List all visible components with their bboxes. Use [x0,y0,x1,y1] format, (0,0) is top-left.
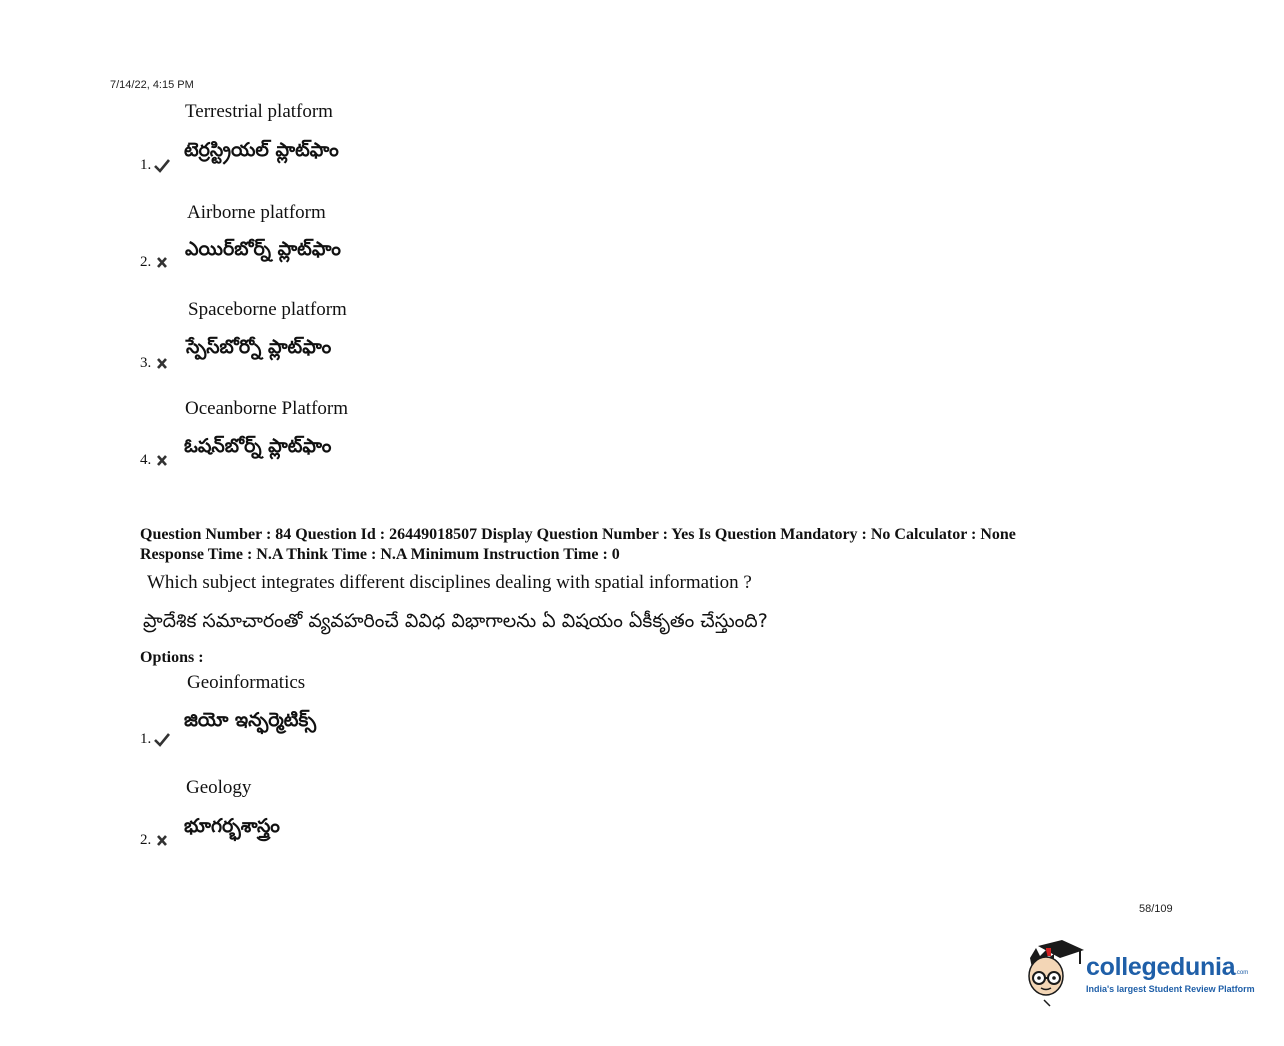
option-3-number-row [140,355,170,372]
question-text-english: Which subject integrates different disciplines dealing with spatial information ? [147,572,752,593]
option-4-number-row [140,452,170,469]
question-option-2-number: 2. [140,832,152,848]
option-4-number: 4. [140,452,152,468]
option-4-english: Oceanborne Platform [185,398,349,419]
question-option-2-english: Geology [186,777,252,798]
page-number: 58/109 [1139,903,1173,915]
logo-com: .com [1235,969,1249,976]
option-2-english: Airborne platform [187,202,326,223]
print-timestamp: 7/14/22, 4:15 PM [110,79,194,91]
option-1-number-row [140,157,170,174]
option-2-number-row [140,254,170,271]
check-icon [154,733,170,747]
cross-icon [154,256,170,270]
cross-icon [154,454,170,468]
mascot-icon [1024,938,1086,1008]
options-label: Options : [140,649,204,666]
logo-tagline: India's largest Student Review Platform [1086,983,1255,994]
option-1-number: 1. [140,157,152,173]
option-1-english: Terrestrial platform [185,101,333,122]
option-1-telugu: టెర్రస్ట్రియల్ ప్లాట్‌ఫాం [184,139,339,161]
check-icon [154,159,170,173]
question-option-1-telugu: జియో ఇన్ఫర్మెటిక్స్ [184,709,317,731]
option-3-english: Spaceborne platform [188,299,347,320]
logo-name: collegedunia [1086,952,1236,981]
question-option-1-english: Geoinformatics [187,672,306,693]
option-2-telugu: ఎయిర్‌బోర్న్ ప్లాట్‌ఫాం [185,238,341,260]
question-option-1-number-row [140,731,170,748]
cross-icon [154,834,170,848]
question-text-telugu: ప్రాదేశిక సమాచారంతో వ్యవహరించే వివిధ విభాగాలను ఏ విషయం ఏకీకృతం చేస్తుంది? [143,610,768,632]
question-meta-line-2: Response Time : N.A Think Time : N.A Minimum Instruction Time : 0 [140,546,620,563]
option-3-number: 3. [140,355,152,371]
option-2-number: 2. [140,254,152,270]
cross-icon [154,357,170,371]
question-option-2-telugu: భూగర్భశాస్త్రం [184,815,280,837]
collegedunia-logo [1024,938,1255,1008]
option-3-telugu: స్పేస్‌బోర్నో ప్లాట్‌ఫాం [186,336,332,358]
question-option-1-number: 1. [140,731,152,747]
question-meta-line-1: Question Number : 84 Question Id : 26449018507 Display Question Number : Yes Is Question Mandatory : No Calculator : None [140,526,1016,543]
option-4-telugu: ఓషన్‌బోర్న్ ప్లాట్‌ఫాం [184,435,332,457]
question-option-2-number-row [140,832,170,849]
